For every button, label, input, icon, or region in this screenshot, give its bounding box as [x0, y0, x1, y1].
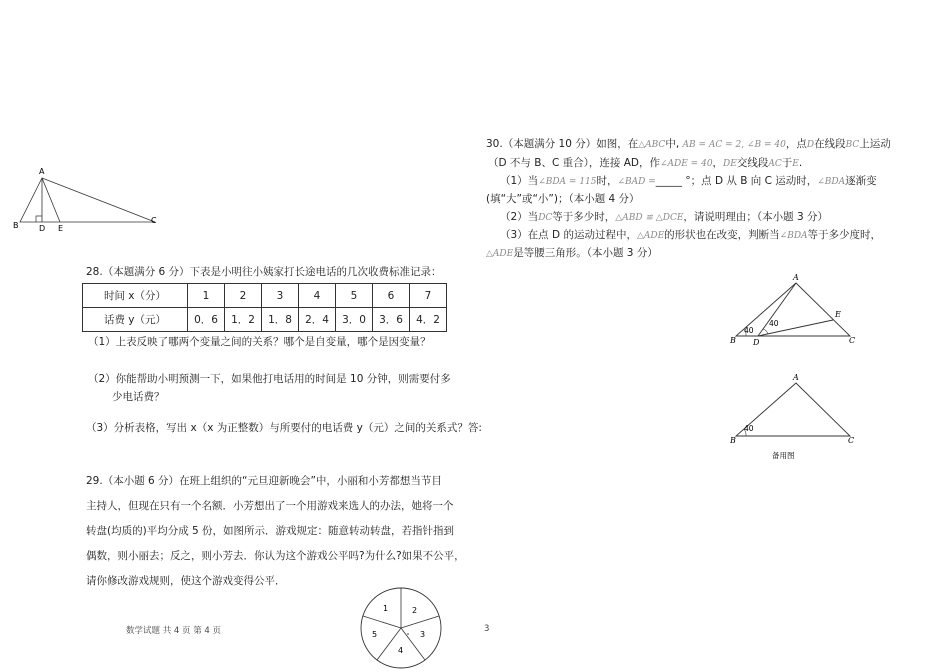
math-expr: ∠BDA — [779, 231, 808, 241]
table-head-time: 时间 x（分） — [83, 284, 188, 308]
q30-line1 — [486, 137, 891, 152]
footer-left: 数学试题 共 4 页 第 4 页 — [126, 626, 222, 636]
math-expr: ∠BDA = 115 — [538, 177, 597, 187]
sector-label: 3 — [420, 630, 426, 639]
q29-line5: 请你修改游戏规则，使这个游戏变得公平． — [86, 575, 286, 587]
math-expr: △ABC — [638, 140, 666, 150]
triangle-figure-left — [10, 162, 170, 234]
label-d: D — [753, 338, 760, 347]
spinner-figure — [358, 585, 448, 672]
label-a: A — [793, 273, 799, 282]
q30-text: 等于多少度时， — [807, 229, 882, 241]
q30-text: ，请说明理由；（本小题 3 分） — [683, 211, 829, 223]
q30-text: 是等腰三角形。（本小题 3 分） — [513, 247, 658, 259]
table-cell: 3．0 — [336, 308, 373, 332]
q30-text: （2）当 — [500, 211, 539, 223]
table-cell: 1．2 — [225, 308, 262, 332]
triangle-figure-spare — [725, 370, 865, 465]
math-expr: E — [792, 159, 799, 169]
math-expr: ∠ADE = 40 — [660, 159, 713, 169]
q30-text: 时， — [596, 175, 618, 187]
label-c: C — [151, 216, 157, 225]
table-cell: 1．8 — [262, 308, 299, 332]
label-a: A — [793, 373, 799, 382]
math-expr: DE — [723, 159, 737, 169]
q30-text: 上运动 — [859, 138, 891, 150]
q30-text: 在线段 — [814, 138, 846, 150]
table-cell: 2 — [225, 284, 262, 308]
label-e: E — [835, 310, 841, 319]
math-expr: ∠BDA — [817, 177, 846, 187]
q28-sub2-line2: 少电话费？ — [112, 391, 165, 403]
q30-text: 30.（本题满分 10 分）如图，在 — [486, 138, 639, 150]
q30-line4: (填“大”或“小”)；（本小题 4 分） — [486, 193, 640, 205]
q29-line1: 29.（本小题 6 分）在班上组织的“元旦迎新晚会”中，小丽和小芳都想当节目 — [86, 475, 442, 487]
q30-text: 逐渐变 — [845, 175, 877, 187]
q30-text: _____ °；点 D 从 B 向 C 运动时， — [655, 175, 818, 187]
q30-text: 于 — [781, 157, 793, 169]
q30-text: （1）当 — [500, 175, 539, 187]
label-a: A — [39, 167, 45, 176]
q30-text: ，点 — [785, 138, 807, 150]
sector-label: 5 — [372, 630, 378, 639]
q30-text: （D 不与 B、C 重合），连接 AD，作 — [488, 157, 660, 169]
table-row — [83, 308, 447, 332]
table-cell: 3 — [262, 284, 299, 308]
q29-line3: 转盘(均质的)平均分成 5 份，如图所示．游戏规定：随意转动转盘，若指针指到 — [86, 525, 455, 537]
table-cell: 3．6 — [373, 308, 410, 332]
q30-line6 — [500, 228, 881, 243]
table-cell: 4 — [299, 284, 336, 308]
q30-text: 交线段 — [736, 157, 769, 169]
table-cell: 1 — [188, 284, 225, 308]
label-c: C — [849, 336, 856, 345]
table-cell: 5 — [336, 284, 373, 308]
q30-line3 — [500, 174, 877, 189]
fee-table — [82, 283, 447, 332]
math-expr: ∠BAD = — [617, 177, 656, 187]
q28-title: 28.（本题满分 6 分）下表是小明往小姨家打长途电话的几次收费标准记录： — [86, 266, 442, 278]
math-expr: DC — [538, 213, 553, 223]
table-row — [83, 284, 447, 308]
q28-sub2-line1: （2）你能帮助小明预测一下，如果他打电话用的时间是 10 分钟，则需要付多 — [88, 373, 451, 385]
math-expr: △ADE — [636, 231, 665, 241]
q30-text: 的形状也在改变，判断当 — [664, 229, 780, 241]
label-b: B — [730, 336, 736, 345]
sector-label: 2 — [412, 606, 418, 615]
q30-text: 中, — [665, 138, 680, 150]
table-cell: 0．6 — [188, 308, 225, 332]
triangle-figure-main — [725, 270, 865, 352]
q29-line2: 主持人，但现在只有一个名额．小芳想出了一个用游戏来选人的办法，她将一个 — [86, 500, 454, 512]
label-b: B — [730, 436, 736, 445]
table-cell: 2．4 — [299, 308, 336, 332]
figure-caption: 备用图 — [772, 451, 795, 460]
q30-text: 等于多少时， — [552, 211, 616, 223]
table-cell: 4．2 — [410, 308, 447, 332]
q30-line2 — [488, 156, 802, 171]
table-cell: 7 — [410, 284, 447, 308]
q29-line4: 偶数，则小丽去；反之，则小芳去．你认为这个游戏公平吗?为什么?如果不公平， — [86, 550, 465, 562]
math-expr: △ABD ≌ △DCE — [615, 213, 684, 223]
q28-sub1: （1）上表反映了哪两个变量之间的关系？哪个是自变量，哪个是因变量？ — [88, 336, 431, 348]
label-d: D — [39, 224, 46, 233]
label-e: E — [58, 224, 64, 233]
q30-line5 — [500, 210, 828, 225]
q30-line7 — [486, 246, 658, 261]
q30-text: ， — [712, 157, 724, 169]
q28-sub3: （3）分析表格，写出 x（x 为正整数）与所要付的电话费 y（元）之间的关系式？答: — [86, 422, 482, 434]
angle-label: 40 — [744, 326, 754, 335]
angle-label: 40 — [769, 319, 779, 328]
table-head-fee: 话费 y（元） — [83, 308, 188, 332]
sector-label: 1 — [383, 604, 389, 613]
math-expr: BC — [845, 140, 860, 150]
q30-text: . — [798, 157, 803, 169]
label-b: B — [13, 221, 19, 230]
angle-label: 40 — [744, 424, 754, 433]
math-expr: AC — [768, 159, 782, 169]
math-expr: AB = AC = 2, ∠B = 40 — [682, 140, 786, 150]
q30-text: （3）在点 D 的运动过程中， — [500, 229, 637, 241]
math-expr: D — [806, 140, 815, 150]
table-cell: 6 — [373, 284, 410, 308]
page-number: 3 — [484, 624, 490, 634]
sector-label: 4 — [398, 646, 404, 655]
label-c: C — [848, 436, 855, 445]
math-expr: △ADE — [486, 249, 514, 259]
